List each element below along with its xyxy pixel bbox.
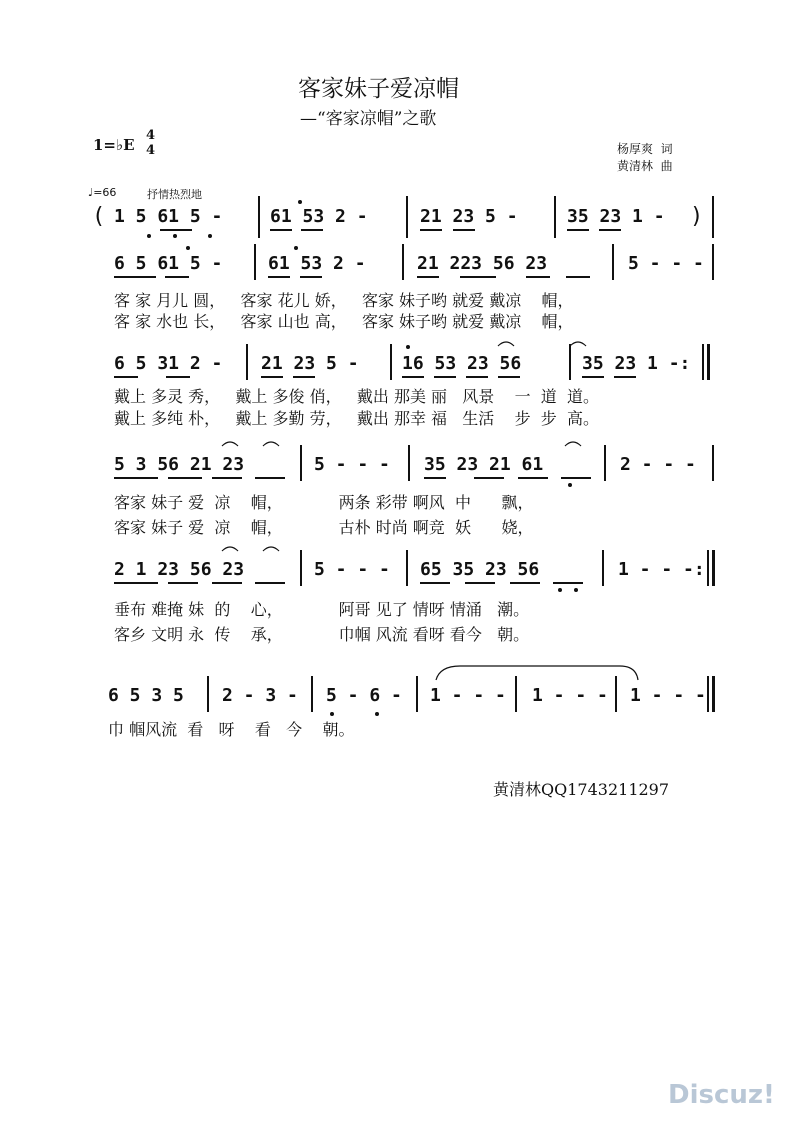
line1-measure2: 61 53 2 - <box>270 206 368 227</box>
line1-measure3: 21 23 5 - <box>420 206 518 227</box>
line4-measure1: 5 3 56 21 23 <box>114 454 245 475</box>
line3-measure4: 35 23 1 -: <box>582 353 691 374</box>
lyricist-credit: 杨厚爽 词 <box>617 142 673 156</box>
line6-measure2: 2 - 3 - <box>222 685 298 706</box>
tempo-marking: ♩=66 <box>88 186 117 199</box>
line2-lyric-verse2: 客 家 水也 长， 客家 山也 高， 客家 妹子哟 就爱 戴凉 帽， <box>114 312 574 331</box>
line5-measure4: 1 - - -: <box>618 559 705 580</box>
slur-mark <box>263 442 279 446</box>
time-signature-top: 4 <box>146 128 156 143</box>
line6-measure4: 1 - - - <box>430 685 506 706</box>
tie-mark <box>436 666 638 680</box>
slur-mark <box>263 547 279 551</box>
line4-lyric-verse2: 客家 妹子 爱 凉 帽， 古朴 时尚 啊竞 妖 娆， <box>114 518 534 537</box>
song-subtitle: —“客家凉帽”之歌 <box>300 109 437 129</box>
intro-open-paren: ( <box>92 204 106 229</box>
time-signature-bottom: 4 <box>146 143 156 158</box>
line2-lyric-verse1: 客 家 月儿 圆， 客家 花儿 娇， 客家 妹子哟 就爱 戴凉 帽， <box>114 291 574 310</box>
slur-mark <box>222 442 238 446</box>
line5-measure1: 2 1 23 56 23 <box>114 559 245 580</box>
composer-credit: 黄清林 曲 <box>617 159 673 173</box>
line3-lyric-verse2: 戴上 多纯 朴， 戴上 多勤 劳， 戴出 那幸 福 生活 步 步 高。 <box>114 409 599 428</box>
line2-measure4: 5 - - - <box>628 253 704 274</box>
line4-measure2: 5 - - - <box>314 454 390 475</box>
slur-mark <box>498 342 514 346</box>
line3-lyric-verse1: 戴上 多灵 秀， 戴上 多俊 俏， 戴出 那美 丽 风景 一 道 道。 <box>114 387 599 406</box>
forum-watermark: Discuz! <box>668 1080 775 1110</box>
expression-marking: 抒情热烈地 <box>147 188 202 201</box>
slur-mark <box>222 547 238 551</box>
intro-close-paren: ) <box>690 204 704 229</box>
line3-measure3: 16 53 23 56 <box>402 353 522 374</box>
line4-measure3: 35 23 21 61 <box>424 454 544 475</box>
line3-measure1: 6 5 31 2 - <box>114 353 223 374</box>
author-signature: 黄清林QQ1743211297 <box>493 780 670 799</box>
line5-lyric-verse1: 垂布 难掩 妹 的 心， 阿哥 见了 情呀 情涌 潮。 <box>114 600 530 619</box>
line5-measure2: 5 - - - <box>314 559 390 580</box>
key-signature: 1=♭E <box>93 136 135 154</box>
line4-lyric-verse1: 客家 妹子 爱 凉 帽， 两条 彩带 啊风 中 飘， <box>114 493 534 512</box>
line1-measure4: 35 23 1 - <box>567 206 665 227</box>
line6-lyric: 巾 帼风流 看 呀 看 今 朝。 <box>108 720 355 739</box>
line6-measure3: 5 - 6 - <box>326 685 402 706</box>
line2-measure1: 6 5 61 5 - <box>114 253 223 274</box>
line5-measure3: 65 35 23 56 <box>420 559 540 580</box>
line4-measure4: 2 - - - <box>620 454 696 475</box>
line3-measure2: 21 23 5 - <box>261 353 359 374</box>
line6-measure6: 1 - - - <box>630 685 706 706</box>
line2-measure2: 61 53 2 - <box>268 253 366 274</box>
slur-mark <box>565 442 581 446</box>
song-title: 客家妹子爱凉帽 <box>298 76 459 102</box>
line2-measure3: 21 223 56 23 <box>417 253 548 274</box>
line1-measure1: 1 5 61 5 - <box>114 206 223 227</box>
line6-measure5: 1 - - - <box>532 685 608 706</box>
slur-mark <box>570 342 586 346</box>
line6-measure1: 6 5 3 5 <box>108 685 184 706</box>
line5-lyric-verse2: 客乡 文明 永 传 承， 巾帼 风流 看呀 看今 朝。 <box>114 625 530 644</box>
